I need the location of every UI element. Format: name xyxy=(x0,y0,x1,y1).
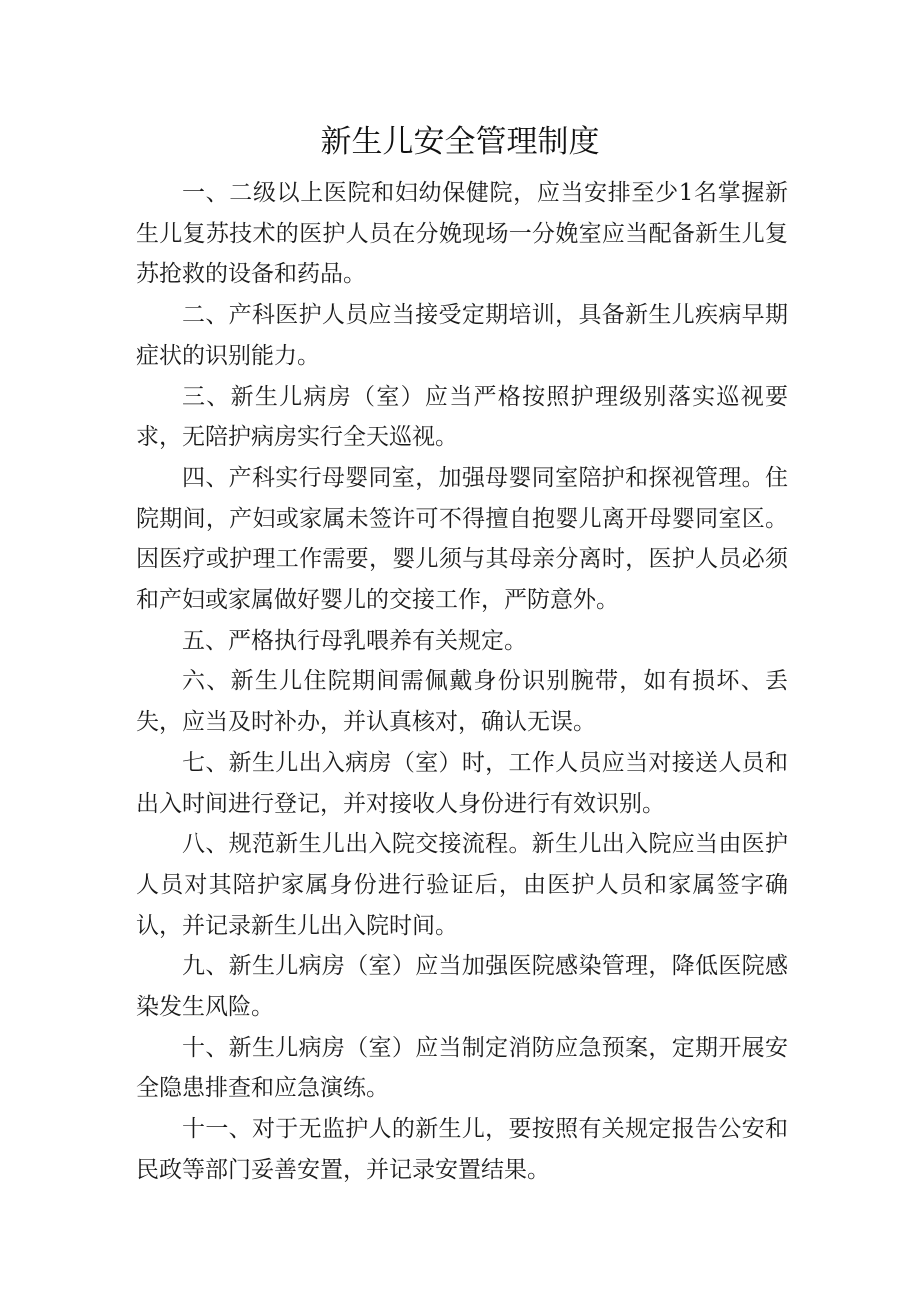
document-title: 新生儿安全管理制度 xyxy=(320,124,600,160)
paragraph-9: 九、新生儿病房（室）应当加强医院感染管理，降低医院感染发生风险。 xyxy=(136,953,788,1021)
paragraph-5: 五、严格执行母乳喂养有关规定。 xyxy=(182,627,527,654)
paragraph-7: 七、新生儿出入病房（室）时，工作人员应当对接送人员和出入时间进行登记，并对接收人身份进行有效识别。 xyxy=(136,749,788,817)
paragraph-8: 八、规范新生儿出入院交接流程。新生儿出入院应当由医护人员对其陪护家属身份进行验证后，由医护人员和家属签字确认，并记录新生儿出入院时间。 xyxy=(136,831,788,939)
paragraph-11: 十一、对于无监护人的新生儿，要按照有关规定报告公安和民政等部门妥善安置，并记录安置结果。 xyxy=(136,1116,788,1183)
paragraph-10: 十、新生儿病房（室）应当制定消防应急预案，定期开展安全隐患排查和应急演练。 xyxy=(136,1034,788,1102)
paragraph-6: 六、新生儿住院期间需佩戴身份识别腕带，如有损坏、丢失，应当及时补办，并认真核对，确认无误。 xyxy=(136,668,788,736)
paragraph-1: 一、二级以上医院和妇幼保健院，应当安排至少1名掌握新生儿复苏技术的医护人员在分娩现场一分娩室应当配备新生儿复苏抢救的设备和药品。 xyxy=(136,180,788,288)
document-body xyxy=(136,173,788,1191)
paragraph-4: 四、产科实行母婴同室，加强母婴同室陪护和探视管理。住院期间，产妇或家属未签许可不得擅自抱婴儿离开母婴同室区。因医疗或护理工作需要，婴儿须与其母亲分离时，医护人员必须和产妇或家属做好婴儿的交接工作，严防意外。 xyxy=(136,464,788,614)
paragraph-3: 三、新生儿病房（室）应当严格按照护理级别落实巡视要求，无陪护病房实行全天巡视。 xyxy=(136,383,788,451)
paragraph-2: 二、产科医护人员应当接受定期培训，具备新生儿疾病早期症状的识别能力。 xyxy=(136,302,788,369)
